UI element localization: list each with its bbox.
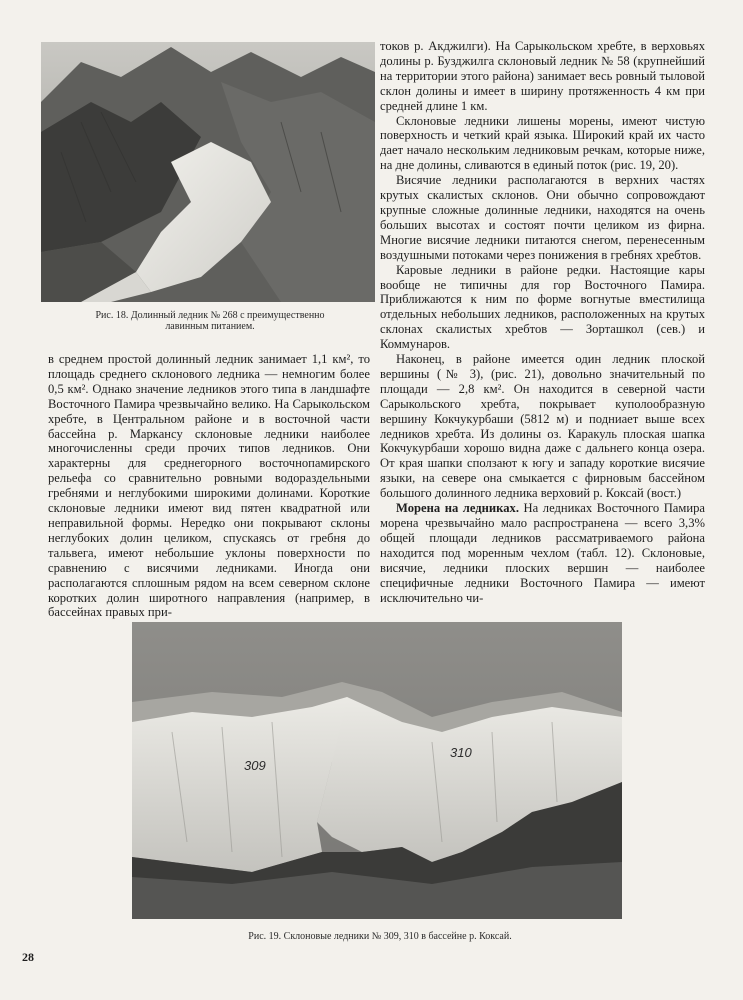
left-column [48,352,370,620]
paragraph: в среднем простой долинный ледник занимает 1,1 км², то площадь среднего склонового ледника — немногим более 0,5 км². Однако значение ледников этого типа в ландшафте Восточного Памира чрезвычайно велико. На Сарыкольском хребте, в Центральном районе и в восточной части бассейна р. Маркансу склоновые ледники наиболее многочисленны среди прочих типов ледников. Они характерны для среднегорного восточнопамирского рельефа со сравнительно ровными водораздельными гребнями и неглубокими широкими долинами. Короткие склоновые ледники имеют вид пятен квадратной или неправильной формы. Нередко они покрывают склоны неглубоких долин целиком, спускаясь от гребня до тальвега, имеют небольшие уклоны поверхности по сравнению с висячими ледниками. Иногда они располагаются сплошным рядом на всем северном склоне коротких долин широтного направления (например, в бассейнах правых при- [48,352,370,620]
slope-glaciers-image [132,622,622,919]
paragraph: Наконец, в районе имеется один ледник плоской вершины (№ 3), (рис. 21), довольно значительный по площади — 2,8 км². Он находится в северной части Сарыкольского хребта, покрывает куполообразную вершину Кокчукурбаши (5812 м) и подниает выше всех ледников хребта. Из долины оз. Каракуль плоская шапка Кокчукурбаши хорошо видна даже с дальнего конца озера. От края шапки сползают к югу и западу короткие висячие языки, на севере она смыкается с фирновым бассейном большого долинного ледника верховий р. Коксай (вост.) [380,352,705,501]
figure-19-photo [132,622,622,919]
paragraph-text: На ледниках Восточного Памира морена чрезвычайно мало распространена — всего 3,3% общей площади ледников рассматриваемого района находится под моренным чехлом (табл. 12). Склоновые, висячие, ледники плоских вершин — наиболее специфичные ледники Восточного Памира — имеют исключительно чи- [380,501,705,605]
right-column-top [380,39,705,605]
glacier-label-310: 310 [450,745,472,760]
paragraph: Висячие ледники располагаются в верхних частях крутых скалистых склонов. Они обычно сопровождают крупные сложные долинные ледники, находятся на очень больших высотах и состоят почти целиком из фирна. Многие висячие ледники питаются снегом, перенесенным воздушными потоками через понижения в гребнях хребтов. [380,173,705,262]
section-heading: Морена на ледниках. [396,501,519,516]
caption-line: Рис. 18. Долинный ледник № 268 с преимущественно [95,310,325,321]
paragraph [380,501,705,605]
paragraph: Склоновые ледники лишены морены, имеют чистую поверхность и четкий край языка. Широкий край их часто дает начало нескольким ледниковым речкам, которые ниже, на дне долины, сливаются в единый поток (рис. 19, 20). [380,113,705,173]
caption-line: лавинным питанием. [165,321,255,332]
glacier-label-309: 309 [244,758,266,773]
paragraph: токов р. Акджилги). На Сарыкольском хребте, в верховьях долины р. Бузджилга склоновый ледник № 58 (крупнейший на территории этого района) занимает весь ровный тыловой склон долины и имеет в ширину протяженность 4 км при средней длине 1 км. [380,39,705,113]
paragraph: Каровые ледники в районе редки. Настоящие кары вообще не типичны для гор Восточного Памира. Приближаются к ним по форме вогнутые вместилища отдельных небольших ледников, расположенных на крутых склонах скалистых хребтов — Зорташкол (сев.) и Коммунаров. [380,262,705,352]
page-number: 28 [22,950,34,964]
figure-18-caption [60,310,360,332]
mountain-valley-glacier-image [41,42,375,302]
figure-18-photo [41,42,375,302]
figure-19-caption: Рис. 19. Склоновые ледники № 309, 310 в бассейне р. Коксай. [248,931,512,942]
